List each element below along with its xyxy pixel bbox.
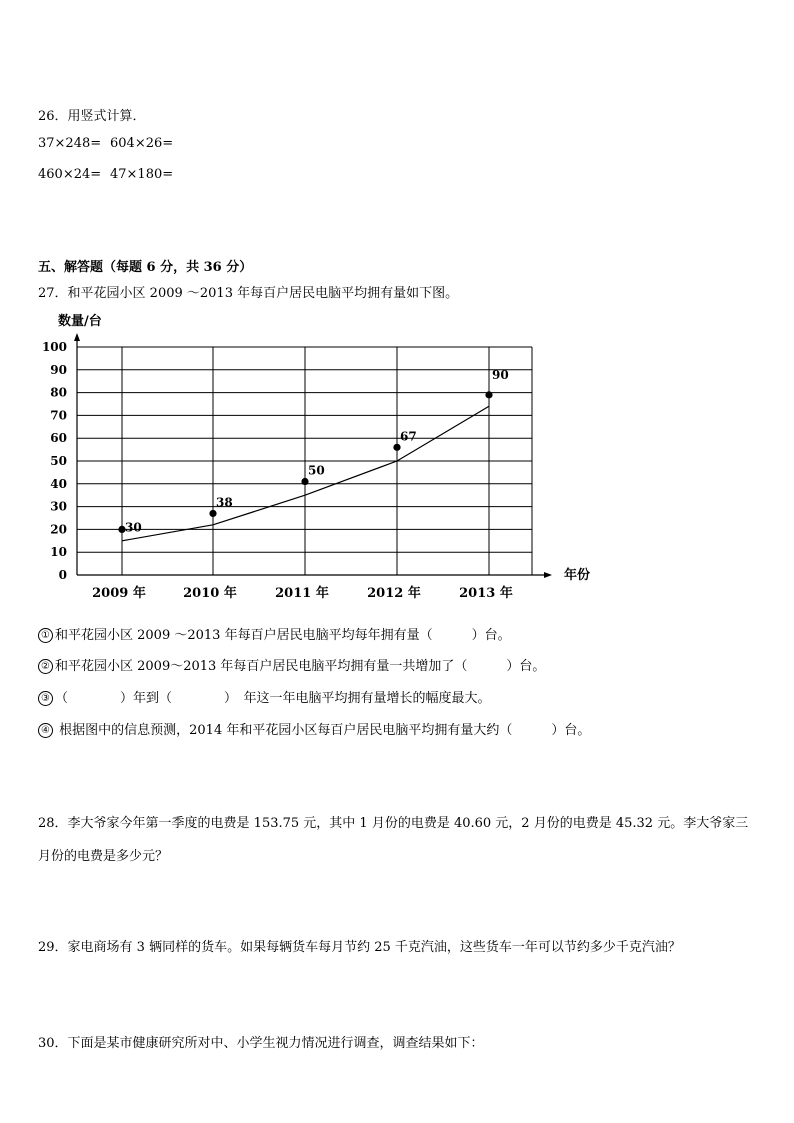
y-tick-label: 30 (50, 499, 67, 514)
data-label: 67 (400, 429, 417, 444)
y-tick-label: 10 (50, 545, 67, 560)
q26-expr-2: 604×26= (110, 136, 174, 151)
q27-sub-2 (38, 655, 545, 674)
x-tick-label: 2010 年 (183, 586, 237, 601)
y-tick-label: 90 (50, 362, 67, 377)
q27-sub-1 (38, 624, 511, 643)
y-tick-label: 100 (41, 340, 67, 354)
x-axis-title: 年份 (564, 568, 591, 583)
line-chart (30, 308, 630, 608)
q28-line-2: 月份的电费是多少元？ (38, 849, 169, 864)
q27-sub-4-text: 根据图中的信息预测，2014 年和平花园小区每百户居民电脑平均拥有量大约（ ）台。 (55, 723, 591, 738)
q27-sub-3-text: （ ）年到（ ） 年这一年电脑平均拥有量增长的幅度最大。 (55, 691, 491, 706)
q26-title: 26．用竖式计算． (38, 109, 146, 124)
q27-sub-4 (38, 719, 590, 738)
x-axis-arrow (544, 572, 552, 578)
q27-sub-3 (38, 687, 491, 706)
y-tick-label: 70 (50, 408, 67, 423)
circled-number-3: ③ (38, 691, 53, 706)
q26-expr-4: 47×180= (110, 167, 174, 182)
data-label: 30 (125, 520, 142, 535)
circled-number-4: ④ (38, 723, 53, 738)
x-tick-label: 2012 年 (367, 586, 421, 601)
x-tick-label: 2013 年 (459, 586, 513, 601)
data-label: 38 (216, 495, 233, 510)
y-tick-label: 0 (58, 568, 67, 582)
q28-line-1: 28．李大爷家今年第一季度的电费是 153.75 元，其中 1 月份的电费是 40.60 元，2 月份的电费是 45.32 元。李大爷家三 (38, 816, 749, 831)
y-tick-label: 40 (50, 476, 67, 491)
x-tick-label: 2011 年 (275, 586, 329, 601)
data-point (209, 510, 216, 517)
y-axis-arrow (74, 333, 80, 341)
y-axis-title: 数量/台 (58, 314, 102, 329)
q27-title: 27．和平花园小区 2009 ～2013 年每百户居民电脑平均拥有量如下图。 (38, 286, 459, 301)
q30-text: 30．下面是某市健康研究所对中、小学生视力情况进行调查，调查结果如下： (38, 1036, 484, 1051)
circled-number-2: ② (38, 659, 53, 674)
q26-expr-3: 460×24= (38, 167, 102, 182)
y-tick-label: 50 (50, 454, 67, 468)
data-label: 50 (308, 463, 325, 478)
data-point (301, 478, 308, 485)
x-tick-label: 2009 年 (92, 586, 146, 601)
q27-sub-1-text: 和平花园小区 2009 ～2013 年每百户居民电脑平均每年拥有量（ ）台。 (55, 628, 511, 643)
section-heading: 五、解答题（每题 6 分，共 36 分） (38, 260, 253, 275)
q26-expr-1: 37×248= (38, 136, 102, 151)
y-tick-label: 20 (50, 522, 67, 537)
data-label: 90 (492, 367, 509, 382)
circled-number-1: ① (38, 628, 53, 643)
y-tick-label: 60 (50, 431, 67, 446)
data-point (485, 391, 492, 398)
data-point (393, 444, 400, 451)
q29-text: 29．家电商场有 3 辆同样的货车。如果每辆货车每月节约 25 千克汽油，这些货车一年可以节约多少千克汽油？ (38, 940, 681, 955)
q27-sub-2-text: 和平花园小区 2009～2013 年每百户居民电脑平均拥有量一共增加了（ ）台。 (55, 659, 546, 674)
y-tick-label: 80 (50, 385, 67, 400)
